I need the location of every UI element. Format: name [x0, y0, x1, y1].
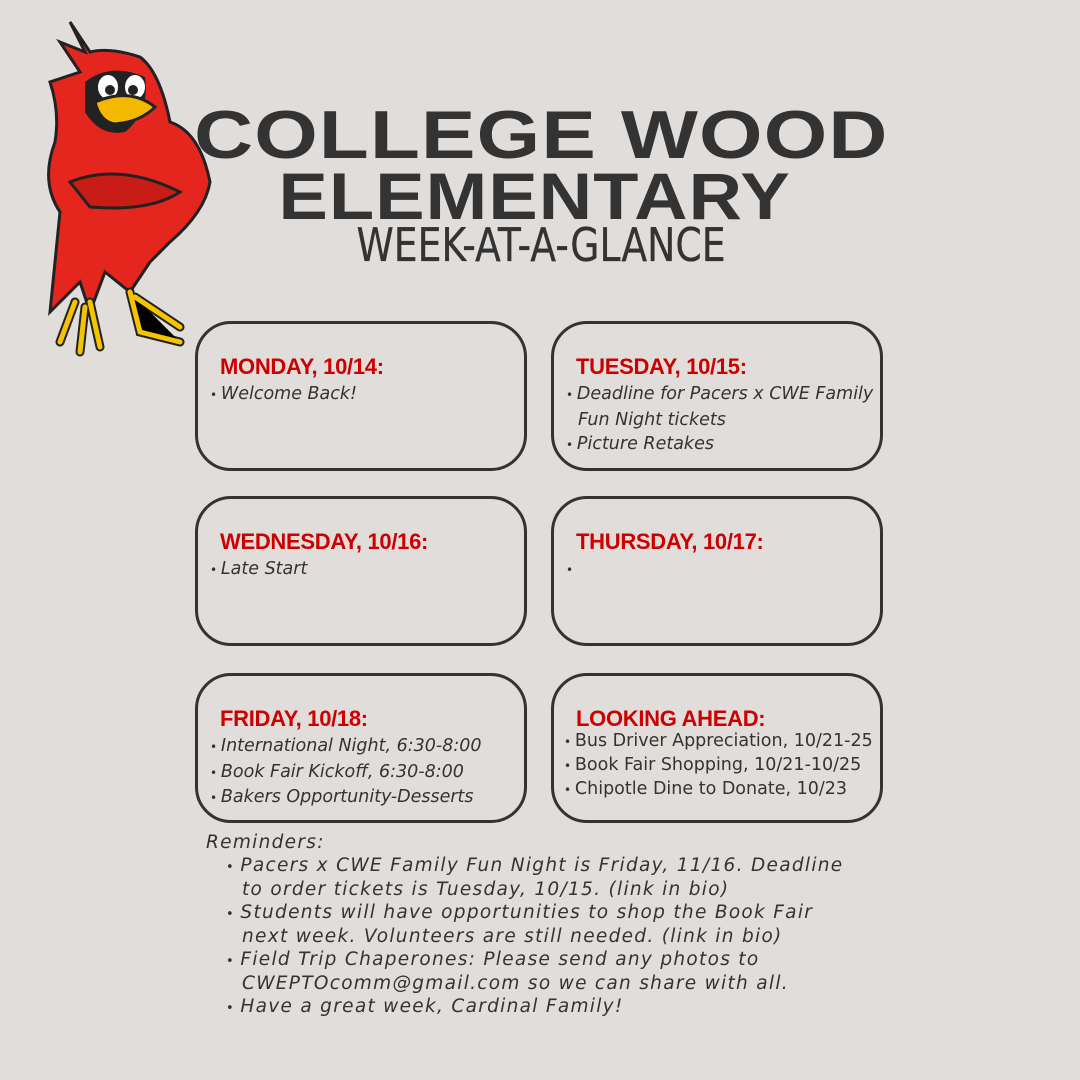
looking-ahead-card	[551, 673, 883, 823]
day-card-thursday	[551, 496, 883, 646]
reminder-item: • Students will have opportunities to shop the Book Fair next week. Volunteers are still needed. (link in bio)	[226, 902, 866, 949]
section-heading: LOOKING AHEAD:	[576, 706, 766, 731]
reminder-item: • Have a great week, Cardinal Family!	[226, 996, 866, 1021]
reminder-item: • Field Trip Chaperones: Please send any photos to CWEPTOcomm@gmail.com so we can share with all.	[226, 949, 866, 996]
list-item: • Book Fair Kickoff, 6:30-8:00	[210, 760, 482, 786]
list-item: • Late Start	[210, 557, 307, 583]
reminders-label: Reminders:	[206, 832, 325, 853]
day-card-tuesday	[551, 321, 883, 471]
list-item: • Bakers Opportunity-Desserts	[210, 785, 482, 811]
reminders	[206, 832, 866, 1020]
list-item: • Chipotle Dine to Donate, 10/23	[564, 778, 873, 802]
day-heading: FRIDAY, 10/18:	[220, 706, 368, 731]
day-heading: MONDAY, 10/14:	[220, 354, 384, 379]
day-heading: TUESDAY, 10/15:	[576, 354, 747, 379]
list-item: • Picture Retakes	[566, 432, 880, 458]
title-text: COLLEGE WOOD	[194, 97, 889, 173]
subtitle-text: WEEK-AT-A-GLANCE	[356, 218, 727, 272]
list-item: • Bus Driver Appreciation, 10/21-25	[564, 730, 873, 754]
title-text: ELEMENTARY	[278, 159, 792, 233]
day-heading: WEDNESDAY, 10/16:	[220, 529, 429, 554]
list-item: • Book Fair Shopping, 10/21-10/25	[564, 754, 873, 778]
day-card-wednesday	[195, 496, 527, 646]
list-item	[566, 557, 578, 583]
list-item: • Welcome Back!	[210, 382, 357, 408]
reminder-item: • Pacers x CWE Family Fun Night is Friday, 11/16. Deadline to order tickets is Tuesday, 10/15. (link in bio)	[226, 855, 866, 902]
day-card-friday	[195, 673, 527, 823]
day-card-monday	[195, 321, 527, 471]
list-item: • Deadline for Pacers x CWE Family Fun Night tickets	[566, 382, 880, 432]
subtitle	[0, 218, 1080, 272]
list-item: • International Night, 6:30-8:00	[210, 734, 482, 760]
day-heading: THURSDAY, 10/17:	[576, 529, 764, 554]
